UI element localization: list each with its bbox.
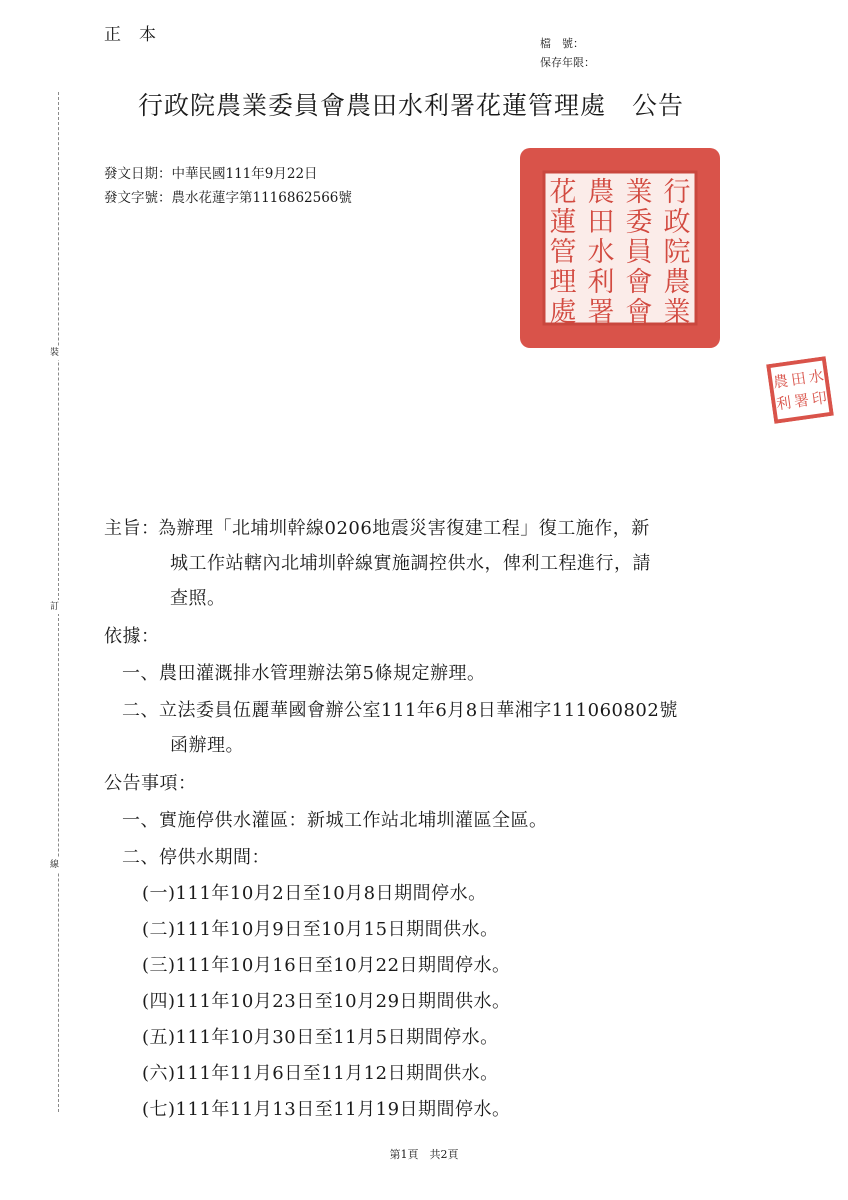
period-item: (四)111年10月23日至10月29日期間供水。 — [142, 991, 511, 1012]
agency-name: 行政院農業委員會農田水利署花蓮管理處 — [138, 91, 607, 120]
seal-glyph: 管 — [549, 237, 577, 268]
seal-glyph: 業 — [663, 297, 691, 328]
period-item: (六)111年11月6日至11月12日期間供水。 — [142, 1063, 499, 1084]
seal-glyph: 印 — [810, 388, 829, 409]
seal-glyph: 署 — [587, 297, 615, 328]
period-item: (五)111年10月30日至11月5日期間停水。 — [142, 1027, 499, 1048]
subject-label: 主旨： — [104, 518, 160, 539]
seal-glyph: 水 — [807, 366, 825, 387]
seal-glyph: 田 — [587, 207, 615, 238]
period-item: (七)111年11月13日至11月19日期間停水。 — [142, 1099, 511, 1120]
subject-line-1: 為辦理「北埔圳幹線0206地震災害復建工程」復工施作，新 — [158, 518, 650, 539]
issue-date: 發文日期：中華民國111年9月22日 — [104, 166, 318, 182]
seal-glyph: 花 — [549, 177, 577, 208]
seal-glyph: 業 — [625, 177, 653, 208]
period-item: (二)111年10月9日至10月15日期間供水。 — [142, 919, 499, 940]
basis-label: 依據： — [104, 626, 160, 647]
official-seal-large — [514, 142, 726, 354]
seal-glyph: 利 — [775, 393, 793, 414]
retention-period-label: 保存年限： — [540, 56, 595, 69]
official-seal-small — [766, 356, 834, 424]
page-number: 第1頁 共2頁 — [389, 1148, 459, 1161]
notice-label: 公告事項： — [104, 773, 197, 794]
file-info — [540, 34, 595, 72]
seal-glyph: 會 — [625, 267, 653, 298]
seal-glyph: 政 — [663, 207, 691, 238]
seal-glyph: 水 — [587, 237, 615, 268]
document-title — [138, 86, 684, 122]
seal-glyph: 農 — [587, 177, 615, 208]
subject-line-2: 城工作站轄內北埔圳幹線實施調控供水，俾利工程進行，請 — [170, 553, 651, 574]
seal-glyph: 院 — [663, 237, 691, 268]
file-number-label: 檔 號： — [540, 37, 584, 50]
seal-glyph: 利 — [587, 267, 615, 298]
seal-glyph: 處 — [549, 297, 577, 328]
seal-glyph: 委 — [625, 207, 653, 238]
seal-glyph: 蓮 — [549, 207, 577, 238]
notice-item-1: 一、實施停供水灌區：新城工作站北埔圳灌區全區。 — [122, 810, 548, 831]
seal-glyph: 員 — [625, 237, 653, 268]
seal-glyph: 行 — [663, 177, 691, 208]
document-meta — [104, 162, 352, 210]
seal-glyph: 理 — [549, 267, 577, 298]
period-item: (一)111年10月2日至10月8日期間停水。 — [142, 883, 487, 904]
seal-glyph: 署 — [792, 390, 811, 411]
notice-item-2: 二、停供水期間： — [122, 847, 270, 868]
reference-number: 發文字號：農水花蓮字第1116862566號 — [104, 190, 352, 206]
basis-item-1: 一、農田灌溉排水管理辦法第5條規定辦理。 — [122, 663, 486, 684]
seal-glyph: 會 — [625, 297, 653, 328]
seal-glyph: 農 — [663, 267, 691, 298]
subject-line-3: 查照。 — [170, 588, 226, 609]
period-item: (三)111年10月16日至10月22日期間停水。 — [142, 955, 511, 976]
basis-item-2-line-1: 二、立法委員伍麗華國會辦公室111年6月8日華湘字111060802號 — [122, 700, 678, 721]
seal-glyph: 農 — [771, 371, 790, 392]
seal-glyph: 田 — [789, 369, 808, 390]
basis-item-2-line-2: 函辦理。 — [170, 735, 244, 756]
binding-mark-zhuang: 裝 — [50, 348, 60, 358]
document-type: 公告 — [632, 91, 685, 120]
binding-mark-xian: 線 — [50, 860, 60, 870]
binding-mark-ding: 訂 — [50, 602, 60, 612]
copy-mark: 正本 — [104, 25, 174, 45]
